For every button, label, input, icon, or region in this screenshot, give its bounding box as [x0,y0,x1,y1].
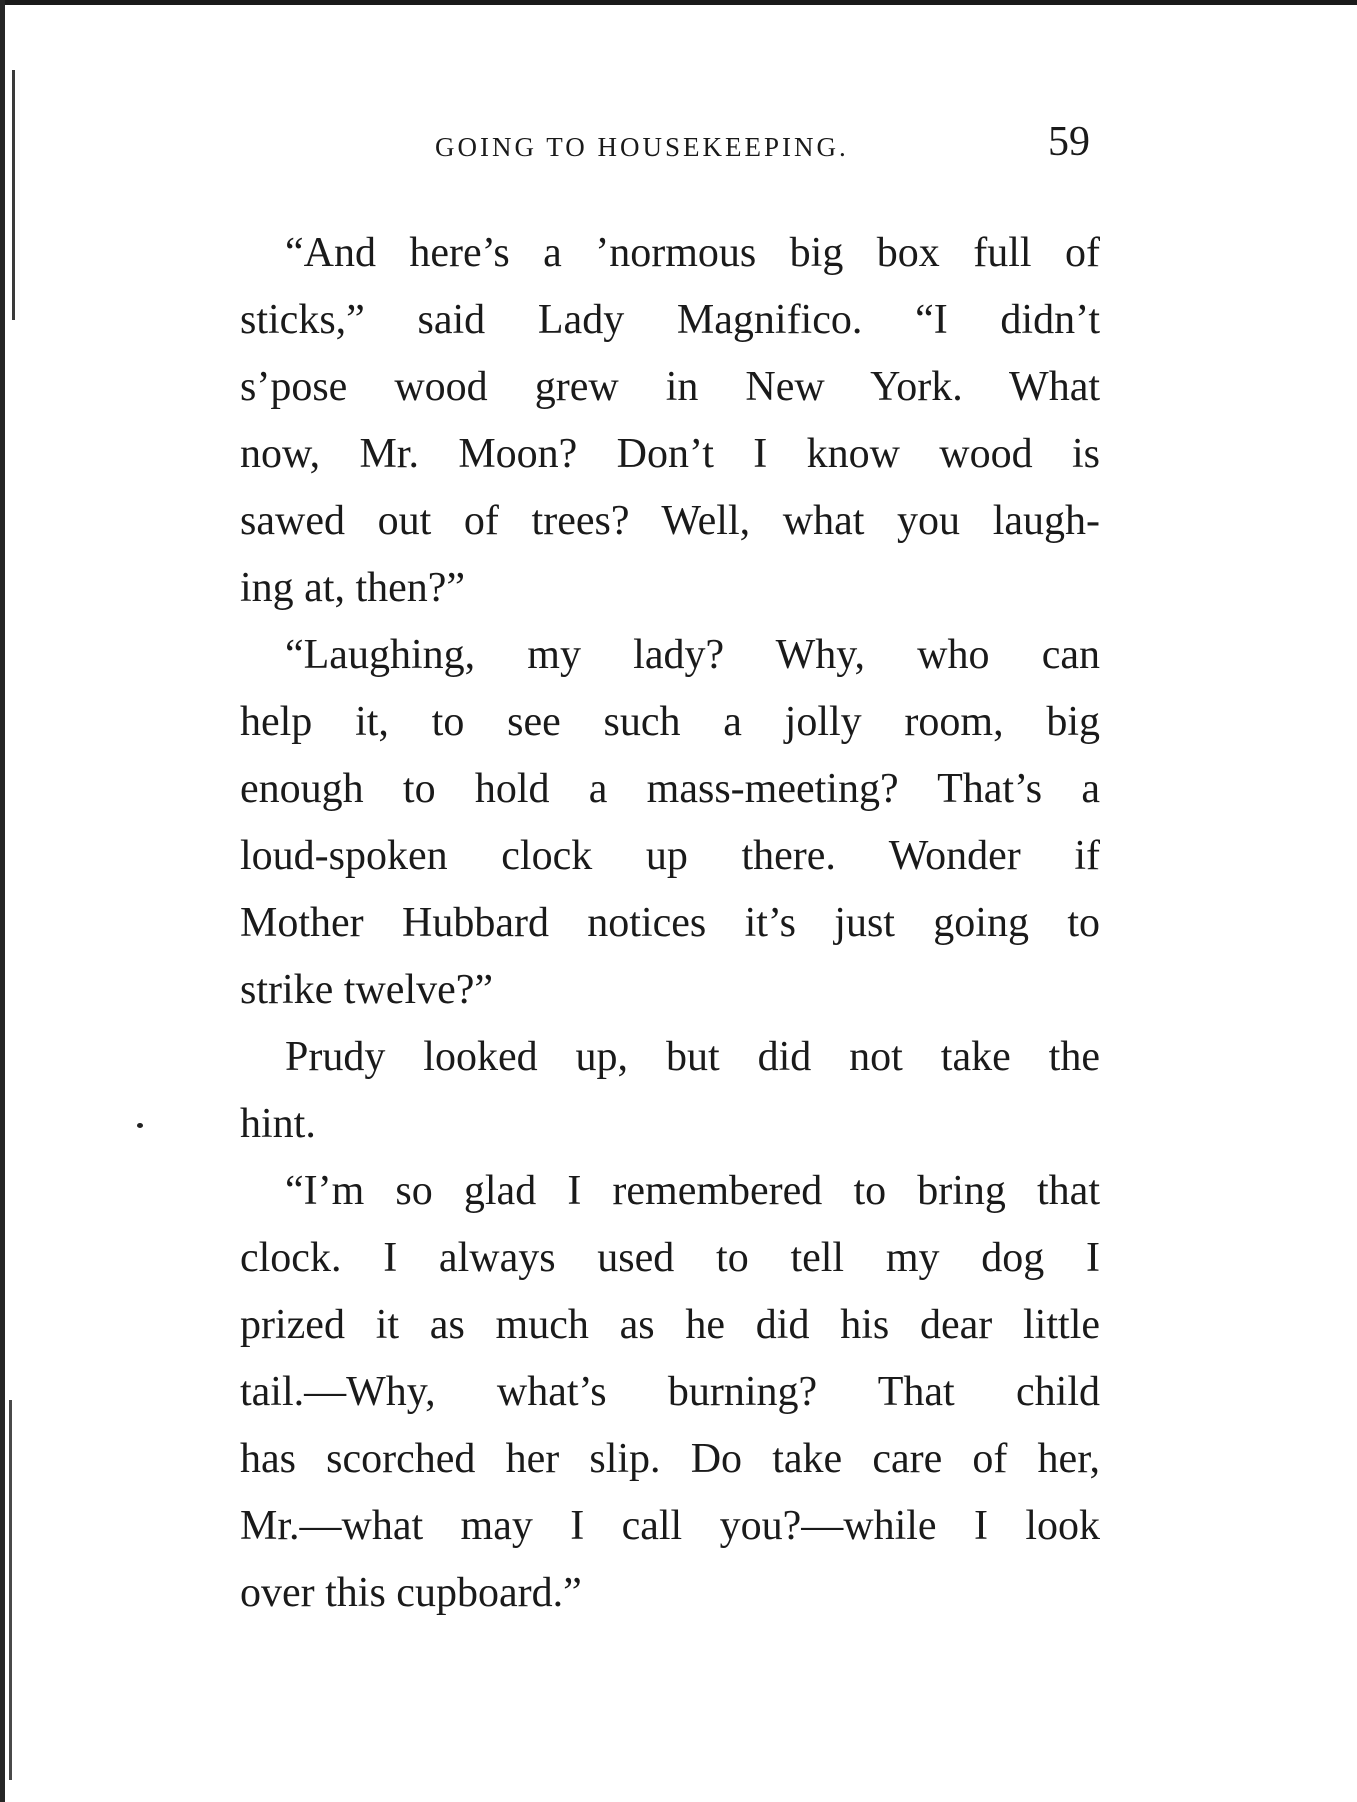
text-line: Prudy looked up, but did not take the [285,1034,1100,1080]
text-line: strike twelve?” [240,967,494,1013]
text-line: sawed out of trees? Well, what you laugh- [240,498,1100,544]
text-line: over this cupboard.” [240,1570,582,1616]
scan-left-mark [9,1400,12,1780]
text-line: enough to hold a mass-meeting? That’s a [240,766,1100,812]
text-line: s’pose wood grew in New York. What [240,364,1100,410]
text-line: hint. [240,1101,316,1147]
text-line: “I’m so glad I remembered to bring that [285,1168,1100,1214]
running-head [240,118,1090,178]
paragraph [240,622,1100,1024]
ink-speck [137,1123,143,1128]
text-line: loud-spoken clock up there. Wonder if [240,833,1100,879]
paragraph [240,1158,1100,1627]
scan-top-edge [0,0,1357,5]
text-line: help it, to see such a jolly room, big [240,699,1100,745]
text-line: sticks,” said Lady Magnifico. “I didn’t [240,297,1100,343]
text-line: Mother Hubbard notices it’s just going to [240,900,1100,946]
text-line: “And here’s a ’normous big box full of [285,230,1100,276]
text-line: clock. I always used to tell my dog I [240,1235,1100,1281]
scan-left-mark [12,70,15,320]
body-text [240,220,1100,1627]
paragraph [240,1024,1100,1158]
text-line: Mr.—what may I call you?—while I look [240,1503,1100,1549]
scan-left-edge [0,0,5,1802]
text-line: tail.—Why, what’s burning? That child [240,1369,1100,1415]
paragraph [240,220,1100,622]
running-title: GOING TO HOUSEKEEPING. [435,132,849,162]
page-number: 59 [1048,119,1090,165]
text-line: has scorched her slip. Do take care of her, [240,1436,1100,1482]
text-line: ing at, then?” [240,565,466,611]
text-line: now, Mr. Moon? Don’t I know wood is [240,431,1100,477]
text-line: “Laughing, my lady? Why, who can [285,632,1100,678]
text-line: prized it as much as he did his dear little [240,1302,1100,1348]
